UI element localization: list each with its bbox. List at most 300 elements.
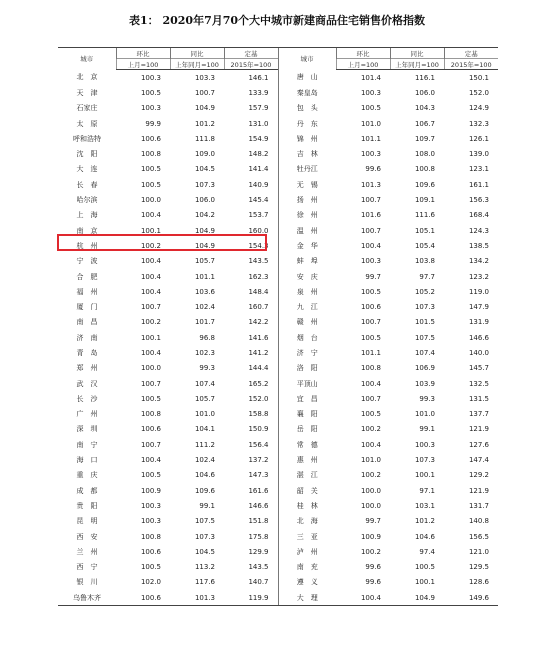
- city-cell: 太 原: [76, 119, 98, 128]
- table-row: [58, 452, 498, 467]
- header-base-left: 定基: [224, 48, 278, 59]
- yoy-cell: 109.0: [194, 150, 215, 159]
- city-cell: 丹 东: [278, 116, 336, 131]
- base-cell: 145.4: [248, 196, 269, 205]
- yoy-cell: 105.1: [414, 226, 435, 235]
- mom-cell: 100.7: [360, 226, 381, 235]
- mom-cell: 100.6: [116, 590, 170, 606]
- mom-cell: 100.6: [140, 425, 161, 434]
- base-cell: 161.1: [468, 180, 489, 189]
- table-row: [58, 407, 498, 422]
- base-cell: 126.1: [468, 134, 489, 143]
- yoy-cell: 101.2: [194, 119, 215, 128]
- mom-cell: 100.2: [140, 318, 161, 327]
- mom-cell: 101.6: [360, 211, 381, 220]
- yoy-cell: 104.6: [414, 532, 435, 541]
- yoy-cell: 103.3: [194, 73, 215, 82]
- base-cell: 140.8: [468, 517, 489, 526]
- yoy-cell: 97.4: [419, 547, 435, 556]
- header-city-left: 城市: [58, 48, 116, 70]
- yoy-cell: 101.3: [170, 590, 224, 606]
- table-row: [58, 177, 498, 192]
- base-cell: 124.9: [468, 104, 489, 113]
- yoy-cell: 106.7: [414, 119, 435, 128]
- base-cell: 147.3: [248, 471, 269, 480]
- base-cell: 128.6: [468, 578, 489, 587]
- yoy-cell: 107.3: [414, 456, 435, 465]
- yoy-cell: 101.2: [414, 517, 435, 526]
- mom-cell: 100.4: [140, 287, 161, 296]
- yoy-cell: 101.7: [194, 318, 215, 327]
- city-cell: 海 口: [76, 456, 98, 465]
- mom-cell: 99.7: [365, 517, 381, 526]
- city-cell: 天 津: [76, 88, 98, 97]
- table-row: [58, 575, 498, 590]
- city-cell: 南 充: [278, 560, 336, 575]
- city-cell: 西 安: [76, 532, 98, 541]
- base-cell: 129.2: [468, 471, 489, 480]
- mom-cell: 100.4: [140, 348, 161, 357]
- base-cell: 153.7: [248, 211, 269, 220]
- mom-cell: 99.7: [365, 272, 381, 281]
- city-cell: 北 京: [76, 73, 98, 82]
- yoy-cell: 104.3: [414, 104, 435, 113]
- base-cell: 146.6: [248, 501, 269, 510]
- city-cell: 三 亚: [278, 529, 336, 544]
- yoy-cell: 100.3: [414, 440, 435, 449]
- table-row: [58, 422, 498, 437]
- city-cell: 大 连: [76, 165, 98, 174]
- yoy-cell: 105.2: [414, 287, 435, 296]
- header-yoy-right: 同比: [390, 48, 444, 59]
- city-cell: 无 锡: [278, 177, 336, 192]
- mom-cell: 100.0: [140, 196, 161, 205]
- mom-cell: 100.7: [360, 318, 381, 327]
- mom-cell: 100.4: [140, 272, 161, 281]
- base-cell: 145.7: [468, 364, 489, 373]
- header-mom-sub-left: 上月=100: [116, 59, 170, 70]
- table-row: [58, 70, 498, 86]
- city-cell: 大 理: [278, 590, 336, 606]
- base-cell: 132.3: [468, 119, 489, 128]
- table-row: [58, 437, 498, 452]
- city-cell: 长 沙: [76, 394, 98, 403]
- city-cell: 平顶山: [278, 376, 336, 391]
- page-title: 表1： 2020年7月70个大中城市新建商品住宅销售价格指数: [128, 14, 426, 27]
- base-cell: 156.5: [468, 532, 489, 541]
- city-cell: 成 都: [76, 486, 98, 495]
- mom-cell: 100.0: [360, 486, 381, 495]
- yoy-cell: 100.5: [414, 563, 435, 572]
- city-cell: 上 海: [76, 211, 98, 220]
- yoy-cell: 99.1: [199, 501, 215, 510]
- yoy-cell: 105.7: [194, 257, 215, 266]
- base-cell: 143.5: [248, 563, 269, 572]
- base-cell: 141.6: [248, 333, 269, 342]
- yoy-cell: 107.4: [194, 379, 215, 388]
- yoy-cell: 109.6: [194, 486, 215, 495]
- city-cell: 烟 台: [278, 330, 336, 345]
- yoy-cell: 102.4: [194, 456, 215, 465]
- yoy-cell: 106.0: [414, 88, 435, 97]
- city-cell: 洛 阳: [278, 361, 336, 376]
- base-cell: 156.3: [468, 196, 489, 205]
- city-cell: 泉 州: [278, 284, 336, 299]
- base-cell: 119.0: [468, 287, 489, 296]
- base-cell: 137.7: [468, 410, 489, 419]
- base-cell: 129.5: [468, 563, 489, 572]
- mom-cell: 101.1: [360, 134, 381, 143]
- city-cell: 呼和浩特: [73, 134, 101, 143]
- yoy-cell: 111.8: [194, 134, 215, 143]
- base-cell: 156.4: [248, 440, 269, 449]
- base-cell: 157.9: [248, 104, 269, 113]
- mom-cell: 100.5: [360, 410, 381, 419]
- mom-cell: 100.1: [140, 333, 161, 342]
- city-cell: 广 州: [76, 410, 98, 419]
- base-cell: 139.0: [468, 150, 489, 159]
- yoy-cell: 100.7: [194, 88, 215, 97]
- mom-cell: 100.4: [140, 211, 161, 220]
- yoy-cell: 107.3: [194, 532, 215, 541]
- yoy-cell: 104.6: [194, 471, 215, 480]
- mom-cell: 100.2: [360, 425, 381, 434]
- base-cell: 133.9: [248, 88, 269, 97]
- yoy-cell: 104.5: [194, 547, 215, 556]
- city-cell: 桂 林: [278, 498, 336, 513]
- mom-cell: 100.5: [140, 471, 161, 480]
- yoy-cell: 104.1: [194, 425, 215, 434]
- yoy-cell: 101.0: [194, 410, 215, 419]
- table-row: [58, 192, 498, 207]
- base-cell: 140.7: [248, 578, 269, 587]
- city-cell: 秦皇岛: [278, 85, 336, 100]
- mom-cell: 101.0: [360, 456, 381, 465]
- header-base-sub-left: 2015年=100: [224, 59, 278, 70]
- mom-cell: 100.3: [140, 501, 161, 510]
- city-cell: 济 南: [76, 333, 98, 342]
- mom-cell: 100.2: [360, 547, 381, 556]
- city-cell: 厦 门: [76, 303, 98, 312]
- header-mom-right: 环比: [336, 48, 390, 59]
- yoy-cell: 103.9: [414, 379, 435, 388]
- city-cell: 昆 明: [76, 517, 98, 526]
- city-cell: 蚌 埠: [278, 254, 336, 269]
- base-cell: 154.9: [248, 134, 269, 143]
- yoy-cell: 104.9: [194, 104, 215, 113]
- yoy-cell: 97.1: [419, 486, 435, 495]
- base-cell: 152.0: [248, 394, 269, 403]
- mom-cell: 100.3: [140, 104, 161, 113]
- base-cell: 146.6: [468, 333, 489, 342]
- yoy-cell: 100.8: [414, 165, 435, 174]
- table-row: [58, 223, 498, 238]
- mom-cell: 100.4: [360, 379, 381, 388]
- mom-cell: 100.7: [140, 379, 161, 388]
- city-cell: 杭 州: [76, 241, 98, 250]
- mom-cell: 100.8: [140, 410, 161, 419]
- city-cell: 襄 阳: [278, 407, 336, 422]
- mom-cell: 100.3: [140, 73, 161, 82]
- mom-cell: 100.6: [140, 134, 161, 143]
- city-cell: 遵 义: [278, 575, 336, 590]
- table-row: [58, 85, 498, 100]
- base-cell: 144.4: [248, 364, 269, 373]
- yoy-cell: 107.5: [194, 517, 215, 526]
- mom-cell: 100.5: [360, 104, 381, 113]
- base-cell: 168.4: [468, 211, 489, 220]
- table-row: [58, 284, 498, 299]
- yoy-cell: 107.3: [194, 180, 215, 189]
- yoy-cell: 101.5: [414, 318, 435, 327]
- table-row: [58, 315, 498, 330]
- yoy-cell: 104.9: [194, 226, 215, 235]
- city-cell: 唐 山: [278, 70, 336, 86]
- yoy-cell: 99.3: [419, 394, 435, 403]
- table-row: [58, 345, 498, 360]
- yoy-cell: 99.3: [199, 364, 215, 373]
- yoy-cell: 102.4: [194, 303, 215, 312]
- yoy-cell: 106.9: [414, 364, 435, 373]
- header-base-right: 定基: [444, 48, 498, 59]
- base-cell: 124.3: [468, 226, 489, 235]
- mom-cell: 99.9: [145, 119, 161, 128]
- base-cell: 160.0: [248, 226, 269, 235]
- city-cell: 湛 江: [278, 468, 336, 483]
- mom-cell: 102.0: [140, 578, 161, 587]
- city-cell: 重 庆: [76, 471, 98, 480]
- city-cell: 常 德: [278, 437, 336, 452]
- yoy-cell: 106.0: [194, 196, 215, 205]
- base-cell: 161.6: [248, 486, 269, 495]
- city-cell: 贵 阳: [76, 501, 98, 510]
- mom-cell: 101.4: [360, 73, 381, 82]
- city-cell: 九 江: [278, 299, 336, 314]
- city-cell: 南 昌: [76, 318, 98, 327]
- base-cell: 127.6: [468, 440, 489, 449]
- base-cell: 131.0: [248, 119, 269, 128]
- city-cell: 福 州: [76, 287, 98, 296]
- mom-cell: 100.9: [360, 532, 381, 541]
- table-row: [58, 299, 498, 314]
- city-cell: 宜 昌: [278, 391, 336, 406]
- header-mom-sub-right: 上月=100: [336, 59, 390, 70]
- mom-cell: 100.4: [140, 456, 161, 465]
- mom-cell: 100.2: [140, 241, 161, 250]
- mom-cell: 100.5: [140, 180, 161, 189]
- price-index-table: [58, 47, 498, 606]
- yoy-cell: 108.0: [414, 150, 435, 159]
- base-cell: 141.4: [248, 165, 269, 174]
- base-cell: 123.1: [468, 165, 489, 174]
- city-cell: 深 圳: [76, 425, 98, 434]
- yoy-cell: 107.4: [414, 348, 435, 357]
- city-cell: 郑 州: [76, 364, 98, 373]
- base-cell: 134.2: [468, 257, 489, 266]
- city-cell: 长 春: [76, 180, 98, 189]
- header-mom-left: 环比: [116, 48, 170, 59]
- base-cell: 151.8: [248, 517, 269, 526]
- yoy-cell: 101.1: [194, 272, 215, 281]
- yoy-cell: 107.5: [414, 333, 435, 342]
- city-cell: 泸 州: [278, 544, 336, 559]
- base-cell: 121.9: [468, 486, 489, 495]
- base-cell: 132.5: [468, 379, 489, 388]
- city-cell: 扬 州: [278, 192, 336, 207]
- yoy-cell: 101.0: [414, 410, 435, 419]
- yoy-cell: 105.4: [414, 241, 435, 250]
- mom-cell: 100.5: [140, 394, 161, 403]
- table-row: [58, 483, 498, 498]
- city-cell: 徐 州: [278, 208, 336, 223]
- mom-cell: 100.7: [360, 394, 381, 403]
- header-city-right: 城市: [278, 48, 336, 70]
- table-row: [58, 376, 498, 391]
- yoy-cell: 99.1: [419, 425, 435, 434]
- mom-cell: 100.4: [336, 590, 390, 606]
- yoy-cell: 111.2: [194, 440, 215, 449]
- table-row: [58, 468, 498, 483]
- city-cell: 石家庄: [76, 104, 98, 113]
- yoy-cell: 100.1: [414, 471, 435, 480]
- mom-cell: 100.5: [140, 88, 161, 97]
- yoy-cell: 109.1: [414, 196, 435, 205]
- base-cell: 123.2: [468, 272, 489, 281]
- base-cell: 152.0: [468, 88, 489, 97]
- header-yoy-sub-right: 上年同月=100: [390, 59, 444, 70]
- mom-cell: 100.7: [140, 303, 161, 312]
- yoy-cell: 113.2: [194, 563, 215, 572]
- yoy-cell: 103.6: [194, 287, 215, 296]
- yoy-cell: 100.1: [414, 578, 435, 587]
- city-cell: 安 庆: [278, 269, 336, 284]
- city-cell: 赣 州: [278, 315, 336, 330]
- base-cell: 175.8: [248, 532, 269, 541]
- base-cell: 119.9: [224, 590, 278, 606]
- base-cell: 141.2: [248, 348, 269, 357]
- mom-cell: 100.5: [360, 287, 381, 296]
- base-cell: 129.9: [248, 547, 269, 556]
- table-header: [58, 48, 498, 70]
- base-cell: 131.7: [468, 501, 489, 510]
- city-cell: 韶 关: [278, 483, 336, 498]
- yoy-cell: 104.5: [194, 165, 215, 174]
- mom-cell: 100.2: [360, 471, 381, 480]
- table-row: [58, 131, 498, 146]
- base-cell: 131.9: [468, 318, 489, 327]
- city-cell: 南 京: [76, 226, 98, 235]
- yoy-cell: 104.2: [194, 211, 215, 220]
- table-row: [58, 208, 498, 223]
- city-cell: 金 华: [278, 238, 336, 253]
- mom-cell: 100.5: [140, 563, 161, 572]
- yoy-cell: 96.8: [199, 333, 215, 342]
- table-row: [58, 514, 498, 529]
- yoy-cell: 116.1: [414, 73, 435, 82]
- mom-cell: 101.3: [360, 180, 381, 189]
- yoy-cell: 109.7: [414, 134, 435, 143]
- city-cell: 乌鲁木齐: [58, 590, 116, 606]
- mom-cell: 100.3: [140, 517, 161, 526]
- table-row: [58, 269, 498, 284]
- yoy-cell: 105.7: [194, 394, 215, 403]
- city-cell: 北 海: [278, 514, 336, 529]
- header-base-sub-right: 2015年=100: [444, 59, 498, 70]
- base-cell: 137.2: [248, 456, 269, 465]
- city-cell: 牡丹江: [278, 162, 336, 177]
- table-row: [58, 101, 498, 116]
- header-yoy-sub-left: 上年同月=100: [170, 59, 224, 70]
- mom-cell: 100.8: [140, 150, 161, 159]
- yoy-cell: 102.3: [194, 348, 215, 357]
- city-cell: 惠 州: [278, 452, 336, 467]
- city-cell: 济 宁: [278, 345, 336, 360]
- base-cell: 160.7: [248, 303, 269, 312]
- mom-cell: 99.6: [365, 563, 381, 572]
- mom-cell: 100.5: [140, 165, 161, 174]
- mom-cell: 101.1: [360, 348, 381, 357]
- base-cell: 158.8: [248, 410, 269, 419]
- table-row: [58, 330, 498, 345]
- base-cell: 140.9: [248, 180, 269, 189]
- city-cell: 武 汉: [76, 379, 98, 388]
- city-cell: 宁 波: [76, 257, 98, 266]
- table-row: [58, 560, 498, 575]
- table-row: [58, 391, 498, 406]
- base-cell: 165.2: [248, 379, 269, 388]
- mom-cell: 100.7: [140, 440, 161, 449]
- yoy-cell: 111.6: [414, 211, 435, 220]
- city-cell: 南 宁: [76, 440, 98, 449]
- base-cell: 149.6: [444, 590, 498, 606]
- yoy-cell: 117.6: [194, 578, 215, 587]
- yoy-cell: 97.7: [419, 272, 435, 281]
- base-cell: 143.5: [248, 257, 269, 266]
- table-row: [58, 238, 498, 253]
- base-cell: 150.1: [468, 73, 489, 82]
- mom-cell: 101.0: [360, 119, 381, 128]
- mom-cell: 100.9: [140, 486, 161, 495]
- header-yoy-left: 同比: [170, 48, 224, 59]
- mom-cell: 99.6: [365, 165, 381, 174]
- table-row: [58, 254, 498, 269]
- table-row: [58, 590, 498, 606]
- table-body: [58, 70, 498, 606]
- base-cell: 140.0: [468, 348, 489, 357]
- city-cell: 岳 阳: [278, 422, 336, 437]
- city-cell: 合 肥: [76, 272, 98, 281]
- table-row: [58, 116, 498, 131]
- mom-cell: 100.7: [360, 196, 381, 205]
- mom-cell: 99.6: [365, 578, 381, 587]
- city-cell: 兰 州: [76, 547, 98, 556]
- base-cell: 162.3: [248, 272, 269, 281]
- base-cell: 147.9: [468, 303, 489, 312]
- base-cell: 138.5: [468, 241, 489, 250]
- mom-cell: 100.5: [360, 333, 381, 342]
- base-cell: 131.5: [468, 394, 489, 403]
- mom-cell: 100.6: [140, 547, 161, 556]
- base-cell: 121.9: [468, 425, 489, 434]
- city-cell: 锦 州: [278, 131, 336, 146]
- base-cell: 142.2: [248, 318, 269, 327]
- base-cell: 121.0: [468, 547, 489, 556]
- mom-cell: 100.0: [140, 364, 161, 373]
- yoy-cell: 104.9: [390, 590, 444, 606]
- base-cell: 148.4: [248, 287, 269, 296]
- city-cell: 西 宁: [76, 563, 98, 572]
- city-cell: 包 头: [278, 101, 336, 116]
